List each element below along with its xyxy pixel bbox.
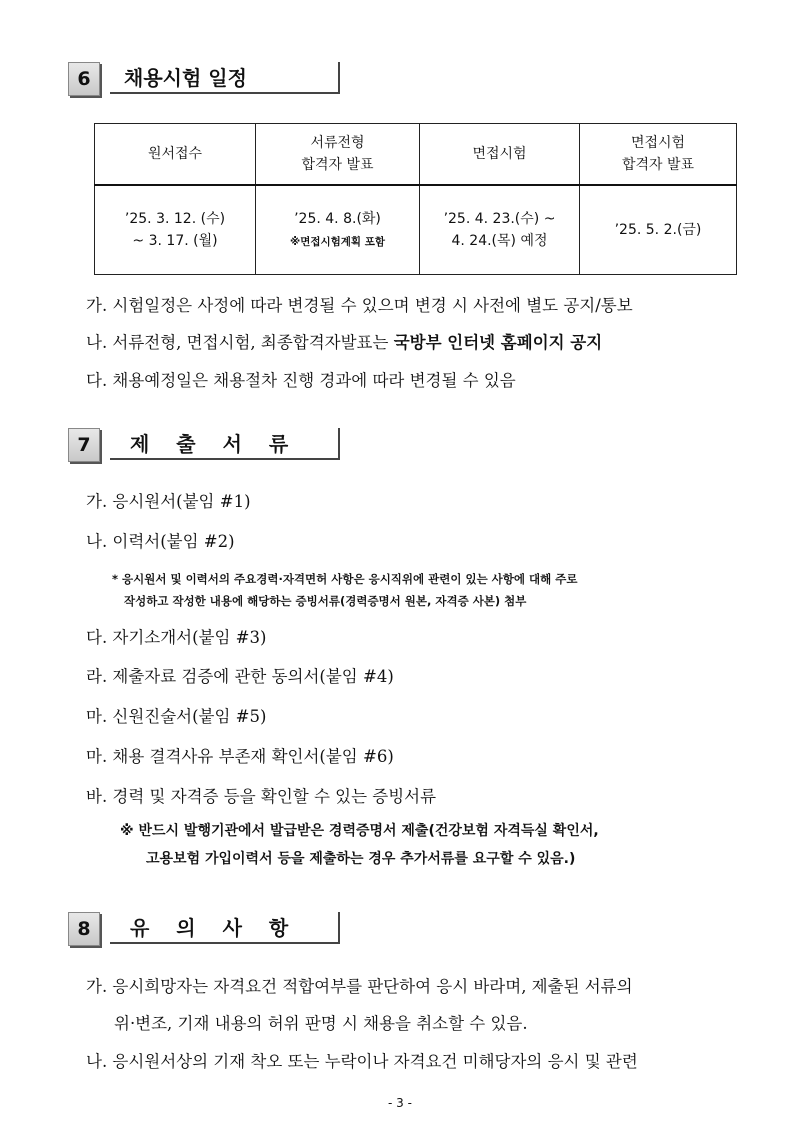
header-cell: 면접시험 [420,124,580,186]
note-text: 고용보험 가입이력서 등을 제출하는 경우 추가서류를 요구할 수 있음.) [146,851,576,867]
schedule-table [94,123,737,275]
table-row [95,185,737,275]
list-item: 가. 시험일정은 사정에 따라 변경될 수 있으며 변경 시 사전에 별도 공지/통보 [86,296,633,315]
table-header-row [95,124,737,186]
table-cell: ’25. 3. 12. (수) ~ 3. 17. (월) [95,185,256,275]
header-cell: 서류전형 합격자 발표 [256,124,420,186]
list-item: 다. 자기소개서(붙임 #3) [86,628,267,647]
table-cell: ’25. 5. 2.(금) [580,185,737,275]
note-text: 작성하고 작성한 내용에 해당하는 증빙서류(경력증명서 원본, 자격증 사본) 첨부 [124,594,527,608]
list-item: 나. 응시원서상의 기재 착오 또는 누락이나 자격요건 미해당자의 응시 및 관련 [86,1052,638,1071]
list-item: 마. 신원진술서(붙임 #5) [86,707,267,726]
section-title: 유 의 사 항 [110,912,340,944]
note-text: ※ 반드시 발행기관에서 발급받은 경력증명서 제출(건강보험 자격득실 확인서, [120,823,599,839]
note-text: * 응시원서 및 이력서의 주요경력·자격면허 사항은 응시직위에 관련이 있는 사항에 대해 주로 [112,572,578,586]
list-item: 라. 제출자료 검증에 관한 동의서(붙임 #4) [86,667,394,686]
list-item: 가. 응시원서(붙임 #1) [86,492,251,511]
section-number: 7 [68,428,100,462]
list-item: 바. 경력 및 자격증 등을 확인할 수 있는 증빙서류 [86,787,437,806]
section-number: 6 [68,62,100,96]
header-cell: 원서접수 [95,124,256,186]
section-number: 8 [68,912,100,946]
section-title: 채용시험 일정 [110,62,340,94]
list-item: 위·변조, 기재 내용의 허위 판명 시 채용을 취소할 수 있음. [114,1014,528,1033]
list-item: 마. 채용 결격사유 부존재 확인서(붙임 #6) [86,747,394,766]
header-cell: 면접시험 합격자 발표 [580,124,737,186]
list-item: 나. 이력서(붙임 #2) [86,532,235,551]
section-title: 제 출 서 류 [110,428,340,460]
page-number: - 3 - [388,1096,412,1110]
table-cell: ’25. 4. 23.(수) ~ 4. 24.(목) 예정 [420,185,580,275]
table-cell: ’25. 4. 8.(화) ※면접시험계획 포함 [256,185,420,275]
list-item: 나. 서류전형, 면접시험, 최종합격자발표는 국방부 인터넷 홈페이지 공지 [86,333,603,352]
emphasis-text: 국방부 인터넷 홈페이지 공지 [393,333,603,352]
list-item: 가. 응시희망자는 자격요건 적합여부를 판단하여 응시 바라며, 제출된 서류의 [86,977,633,996]
list-item: 다. 채용예정일은 채용절차 진행 경과에 따라 변경될 수 있음 [86,371,516,390]
